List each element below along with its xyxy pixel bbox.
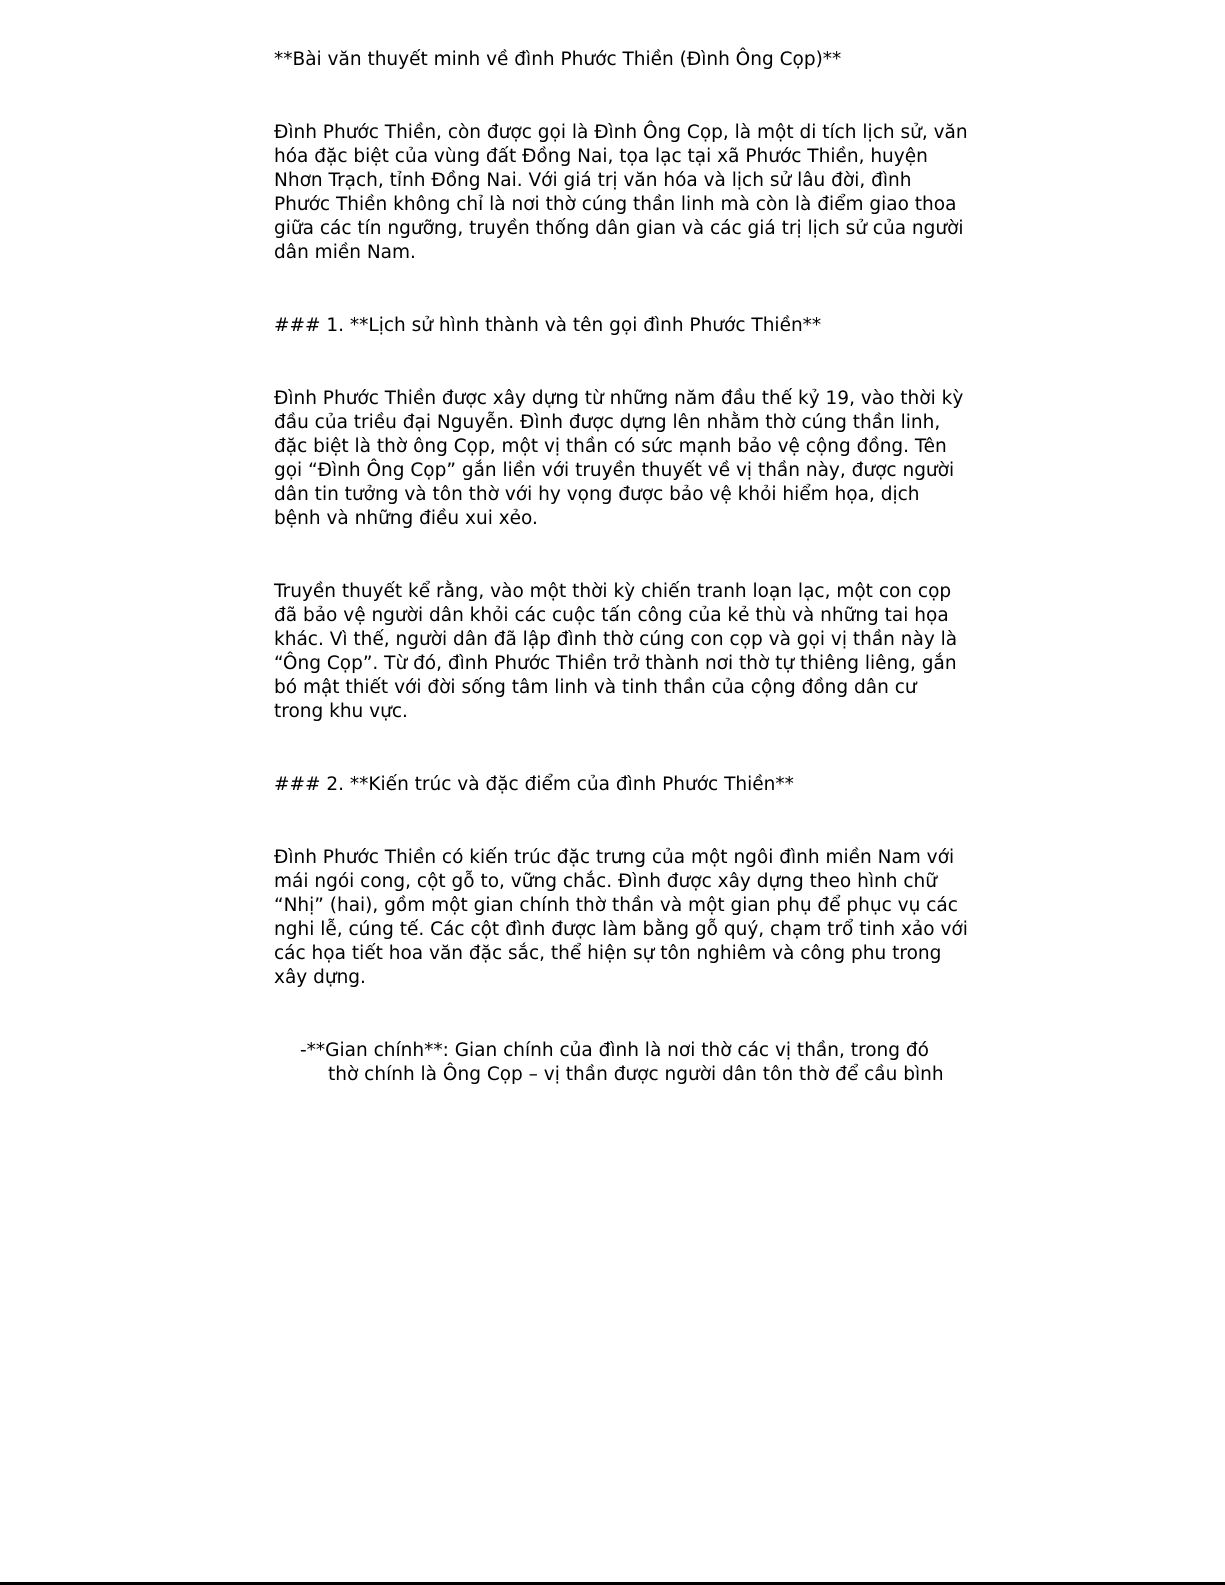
section-1-paragraph-1 xyxy=(274,387,964,531)
document-title xyxy=(274,48,964,72)
paragraph-line: trong khu vực. xyxy=(274,701,408,722)
paragraph-line: đặc biệt là thờ ông Cọp, một vị thần có sức mạnh bảo vệ cộng đồng. Tên xyxy=(274,436,947,457)
paragraph-line: mái ngói cong, cột gỗ to, vững chắc. Đình được xây dựng theo hình chữ xyxy=(274,871,937,892)
paragraph-line: Đình Phước Thiền có kiến trúc đặc trưng của một ngôi đình miền Nam với xyxy=(274,847,955,868)
section-2-heading xyxy=(274,773,964,797)
paragraph-line: dân tin tưởng và tôn thờ với hy vọng được bảo vệ khỏi hiểm họa, dịch xyxy=(274,484,920,505)
paragraph-line: bó mật thiết với đời sống tâm linh và tinh thần của cộng đồng dân cư xyxy=(274,677,917,698)
paragraph-line: xây dựng. xyxy=(274,967,366,988)
paragraph-line: “Ông Cọp”. Từ đó, đình Phước Thiền trở thành nơi thờ tự thiêng liêng, gắn xyxy=(274,653,957,674)
paragraph-line: Đình Phước Thiền được xây dựng từ những năm đầu thế kỷ 19, vào thời kỳ xyxy=(274,388,964,409)
paragraph-line: nghi lễ, cúng tế. Các cột đình được làm bằng gỗ quý, chạm trổ tinh xảo với xyxy=(274,919,968,940)
paragraph-line: Phước Thiền không chỉ là nơi thờ cúng thần linh mà còn là điểm giao thoa xyxy=(274,194,957,215)
bullet-item-gian-chinh xyxy=(300,1039,944,1087)
paragraph-line: các họa tiết hoa văn đặc sắc, thể hiện sự tôn nghiêm và công phu trong xyxy=(274,943,942,964)
heading-line: ### 1. **Lịch sử hình thành và tên gọi đình Phước Thiền** xyxy=(274,315,822,336)
paragraph-line: Nhơn Trạch, tỉnh Đồng Nai. Với giá trị văn hóa và lịch sử lâu đời, đình xyxy=(274,170,912,191)
paragraph-line: “Nhị” (hai), gồm một gian chính thờ thần và một gian phụ để phục vụ các xyxy=(274,895,958,916)
paragraph-line: Đình Phước Thiền, còn được gọi là Đình Ông Cọp, là một di tích lịch sử, văn xyxy=(274,122,968,143)
intro-paragraph xyxy=(274,121,968,265)
title-line: **Bài văn thuyết minh về đình Phước Thiền (Đình Ông Cọp)** xyxy=(274,49,842,70)
section-2-paragraph-1 xyxy=(274,846,968,990)
paragraph-line: khác. Vì thế, người dân đã lập đình thờ cúng con cọp và gọi vị thần này là xyxy=(274,629,958,650)
paragraph-line: bệnh và những điều xui xẻo. xyxy=(274,508,538,529)
paragraph-line: giữa các tín ngưỡng, truyền thống dân gian và các giá trị lịch sử của người xyxy=(274,218,964,239)
section-1-heading xyxy=(274,314,964,338)
heading-line: ### 2. **Kiến trúc và đặc điểm của đình Phước Thiền** xyxy=(274,774,794,795)
paragraph-line: đầu của triều đại Nguyễn. Đình được dựng lên nhằm thờ cúng thần linh, xyxy=(274,412,941,433)
paragraph-line: Truyền thuyết kể rằng, vào một thời kỳ chiến tranh loạn lạc, một con cọp xyxy=(274,581,952,602)
bullet-line: thờ chính là Ông Cọp – vị thần được người dân tôn thờ để cầu bình xyxy=(328,1064,944,1085)
paragraph-line: đã bảo vệ người dân khỏi các cuộc tấn công của kẻ thù và những tai họa xyxy=(274,605,949,626)
paragraph-line: dân miền Nam. xyxy=(274,242,416,263)
bullet-line: -**Gian chính**: Gian chính của đình là nơi thờ các vị thần, trong đó xyxy=(300,1040,929,1061)
section-1-paragraph-2 xyxy=(274,580,964,724)
paragraph-line: hóa đặc biệt của vùng đất Đồng Nai, tọa lạc tại xã Phước Thiền, huyện xyxy=(274,146,928,167)
paragraph-line: gọi “Đình Ông Cọp” gắn liền với truyền thuyết về vị thần này, được người xyxy=(274,460,955,481)
